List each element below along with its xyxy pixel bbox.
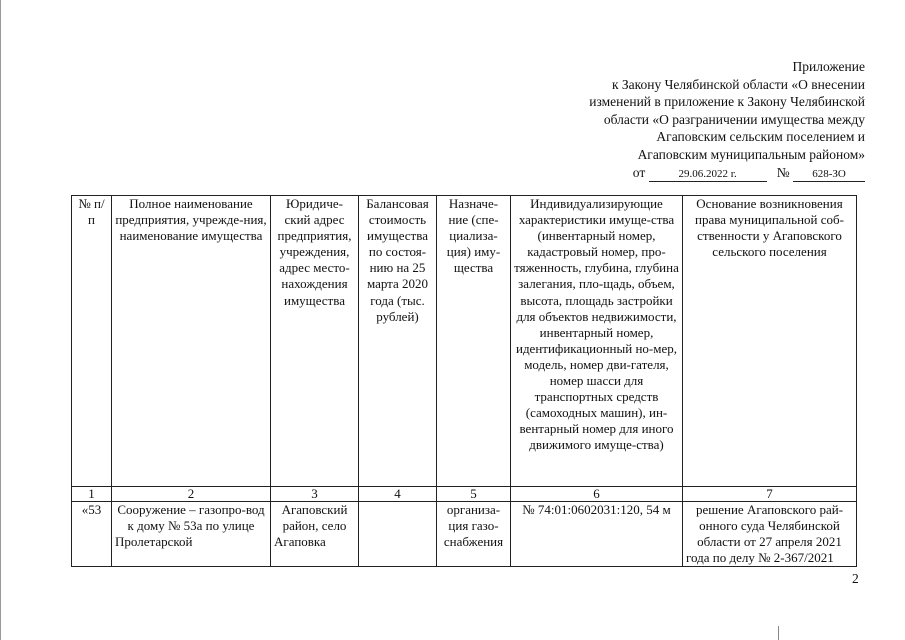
header-cell-balance-value: Балансовая стоимость имущества по состоя-нию на 25 марта 2020 года (тыс. рублей) — [359, 196, 437, 487]
column-number: 6 — [511, 487, 683, 502]
property-balance-value — [359, 502, 437, 567]
table-row — [72, 502, 857, 567]
heading-line-6: Агаповским муниципальным районом» — [637, 146, 865, 162]
column-number: 1 — [72, 487, 112, 502]
column-number: 7 — [683, 487, 857, 502]
table-header-row — [72, 196, 857, 487]
header-cell-name: Полное наименование предприятия, учрежде-ния, наименование имущества — [112, 196, 271, 487]
header-cell-basis: Основание возникновения права муниципальной соб-ственности у Агаповского сельского поселения — [683, 196, 857, 487]
property-characteristics: № 74:01:0602031:120, 54 м — [511, 502, 683, 567]
column-number-row — [72, 487, 857, 502]
header-cell-characteristics: Индивидуализирующие характеристики имуще-ства (инвентарный номер, кадастровый номер, про-тяженность, глубина, глубина залегания, пло-щадь, объем, высота, площадь застройки для объектов недвижимости, инвентарный номер, идентификационный но-мер, модель, номер дви-гателя, номер шасси для транспортных средств (самоходных машин), ин-вентарный номер для иного движимого имуще-ства) — [511, 196, 683, 487]
column-number: 2 — [112, 487, 271, 502]
property-name: Сооружение – газопро-вод к дому № 53а по улице Пролетарской — [112, 502, 271, 567]
column-number: 5 — [437, 487, 511, 502]
heading-line-2: к Закону Челябинской области «О внесении — [611, 76, 865, 92]
header-cell-purpose: Назначе-ние (спе-циализа-ция) иму-щества — [437, 196, 511, 487]
property-address: Агаповский район, село Агаповка — [271, 502, 359, 567]
property-purpose: организа-ция газо-снабжения — [437, 502, 511, 567]
property-table — [71, 195, 857, 567]
heading-line-3: изменений в приложение к Закону Челябинской — [589, 94, 865, 110]
heading-line-5: Агаповским сельским поселением и — [656, 129, 865, 145]
ownership-basis: решение Агаповского рай-онного суда Челябинской области от 27 апреля 2021 года по делу № 2-367/2021 — [683, 502, 857, 567]
header-cell-number: № п/п — [72, 196, 112, 487]
law-reference-line — [565, 164, 865, 182]
law-number: 628-ЗО — [793, 168, 865, 182]
heading-line-4: области «О разграничении имущества между — [603, 111, 865, 127]
appendix-heading — [565, 58, 865, 182]
page-number: 2 — [852, 571, 859, 586]
column-number: 4 — [359, 487, 437, 502]
column-number: 3 — [271, 487, 359, 502]
header-cell-address: Юридиче-ский адрес предприятия, учреждения, адрес место-нахождения имущества — [271, 196, 359, 487]
scan-mark — [778, 626, 779, 640]
law-date: 29.06.2022 г. — [649, 168, 767, 182]
row-number: «53 — [72, 502, 112, 567]
page-edge — [0, 0, 1, 640]
heading-line-1: Приложение — [792, 59, 865, 74]
date-prefix: от — [632, 164, 646, 180]
number-prefix: № — [776, 164, 790, 180]
